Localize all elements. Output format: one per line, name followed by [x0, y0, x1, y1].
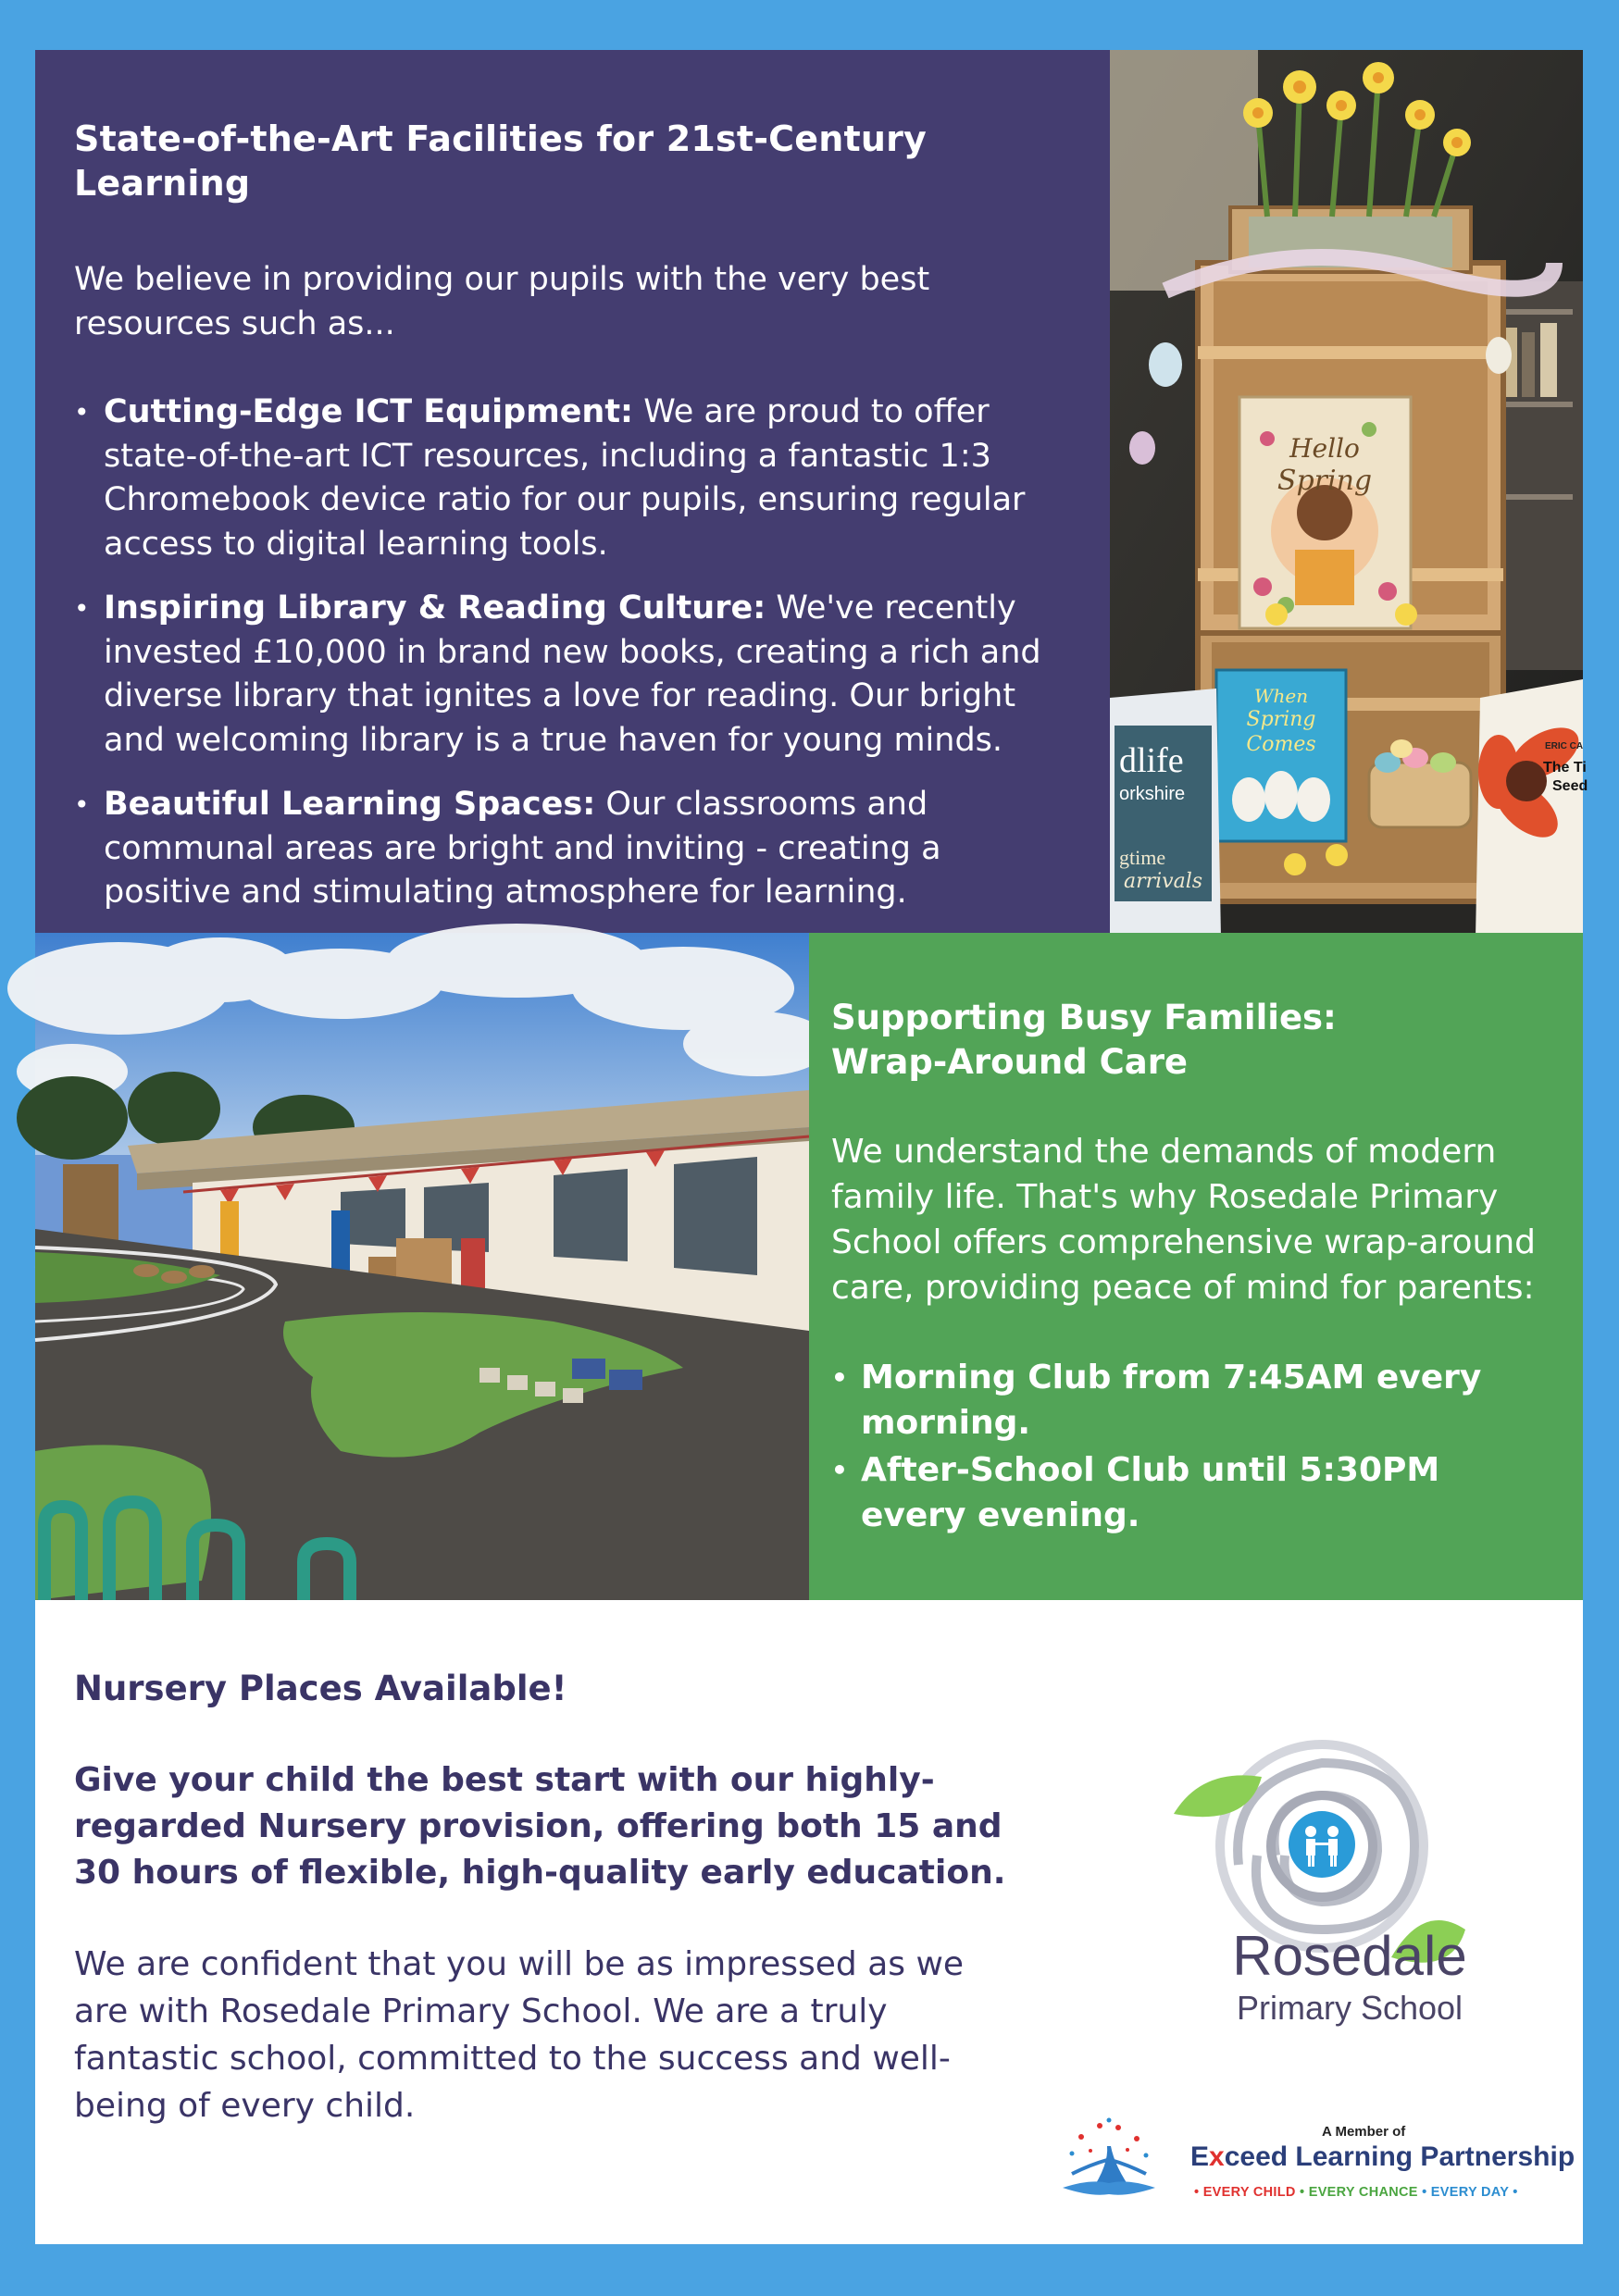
facilities-list [74, 391, 1073, 915]
book-wildlife-line3: gtime [1119, 846, 1166, 869]
facility-item-library [74, 587, 1055, 763]
partner-member-label: A Member of [1322, 2124, 1406, 2140]
facility-text: We are proud to offer state-of-the-art ICT resources, including a fantastic 1:3 Chromebook device ratio for our pupils, ensuring regular access to digital learning tools. [104, 393, 1026, 563]
wraparound-title-line1: Supporting Busy Families: [831, 998, 1337, 1037]
nursery-title: Nursery Places Available! [74, 1669, 567, 1708]
partner-name-e: E [1190, 2141, 1210, 2172]
tagline-day: • EVERY DAY • [1422, 2185, 1518, 2200]
wraparound-item-morning: • Morning Club from 7:45AM every morning. [831, 1355, 1544, 1446]
facilities-title: State-of-the-Art Facilities for 21st-Century Learning [74, 118, 928, 204]
nursery-lead: Give your child the best start with our highly-regarded Nursery provision, offering both 15 and 30 hours of flexible, high-quality early education. [74, 1761, 1006, 1892]
wraparound-title-line2: Wrap-Around Care [831, 1042, 1189, 1082]
facility-item-ict [74, 391, 1055, 566]
book-seed-title: The Ti [1543, 760, 1587, 776]
library-display-illustration [1110, 50, 1588, 933]
wraparound-title [831, 996, 1387, 1085]
facility-text: We've recently invested £10,000 in brand new books, creating a rich and diverse library that ignites a love for reading. Our bright and welcoming library is a true haven for young minds. [104, 590, 1041, 759]
partner-name-x: x [1209, 2141, 1225, 2172]
rosedale-wordmark [1211, 1924, 1488, 2028]
nursery-section [35, 1600, 1583, 2244]
book-spring-line3: Comes [1246, 733, 1316, 756]
facility-heading: Cutting-Edge ICT Equipment: [104, 393, 634, 430]
tagline-child: • EVERY CHILD [1194, 2185, 1301, 2200]
rosedale-name: Rosedale [1232, 1925, 1467, 1987]
facility-heading: Beautiful Learning Spaces: [104, 786, 596, 823]
outdoor-area-photo [35, 933, 809, 1600]
facility-text: Our classrooms and communal areas are bright and inviting - creating a positive and stimulating atmosphere for learning. [104, 786, 941, 911]
outdoor-area-illustration [35, 933, 809, 1600]
book-seed-author: ERIC CA [1545, 741, 1584, 751]
wraparound-intro: We understand the demands of modern family life. That's why Rosedale Primary School offers comprehensive wrap-around care, providing peace of mind for parents: [831, 1133, 1536, 1307]
rosedale-subtitle: Primary School [1236, 1989, 1463, 2027]
tagline-chance: • EVERY CHANCE [1300, 2185, 1423, 2200]
book-hello-title: Hello [1289, 433, 1360, 464]
book-wildlife-line2: orkshire [1119, 784, 1186, 804]
partner-name [1190, 2141, 1575, 2173]
book-spring-line1: When [1253, 685, 1309, 707]
book-wildlife-line1: dlife [1119, 741, 1184, 780]
book-seed-title-2: Seed [1552, 778, 1588, 794]
facility-heading: Inspiring Library & Reading Culture: [104, 590, 766, 627]
partner-tagline [1194, 2185, 1518, 2200]
facilities-intro: We believe in providing our pupils with the very best resources such as... [74, 261, 930, 342]
nursery-closing: We are confident that you will be as impressed as we are with Rosedale Primary School. We are a truly fantastic school, committed to the success and well-being of every child. [74, 1945, 965, 2125]
partner-name-rest: ceed Learning Partnership [1224, 2141, 1575, 2172]
book-hello-subtitle: Spring [1277, 465, 1373, 497]
book-wildlife-line4: arrivals [1124, 870, 1203, 893]
wraparound-list [831, 1355, 1564, 1538]
wraparound-section [809, 933, 1583, 1600]
library-display-photo [1110, 50, 1588, 933]
wraparound-item-afterschool: • After-School Club until 5:30PM every evening. [831, 1447, 1544, 1538]
flyer-page [35, 50, 1588, 2244]
facilities-section [35, 50, 1110, 933]
facility-item-spaces [74, 783, 1055, 915]
book-spring-line2: Spring [1246, 708, 1316, 731]
